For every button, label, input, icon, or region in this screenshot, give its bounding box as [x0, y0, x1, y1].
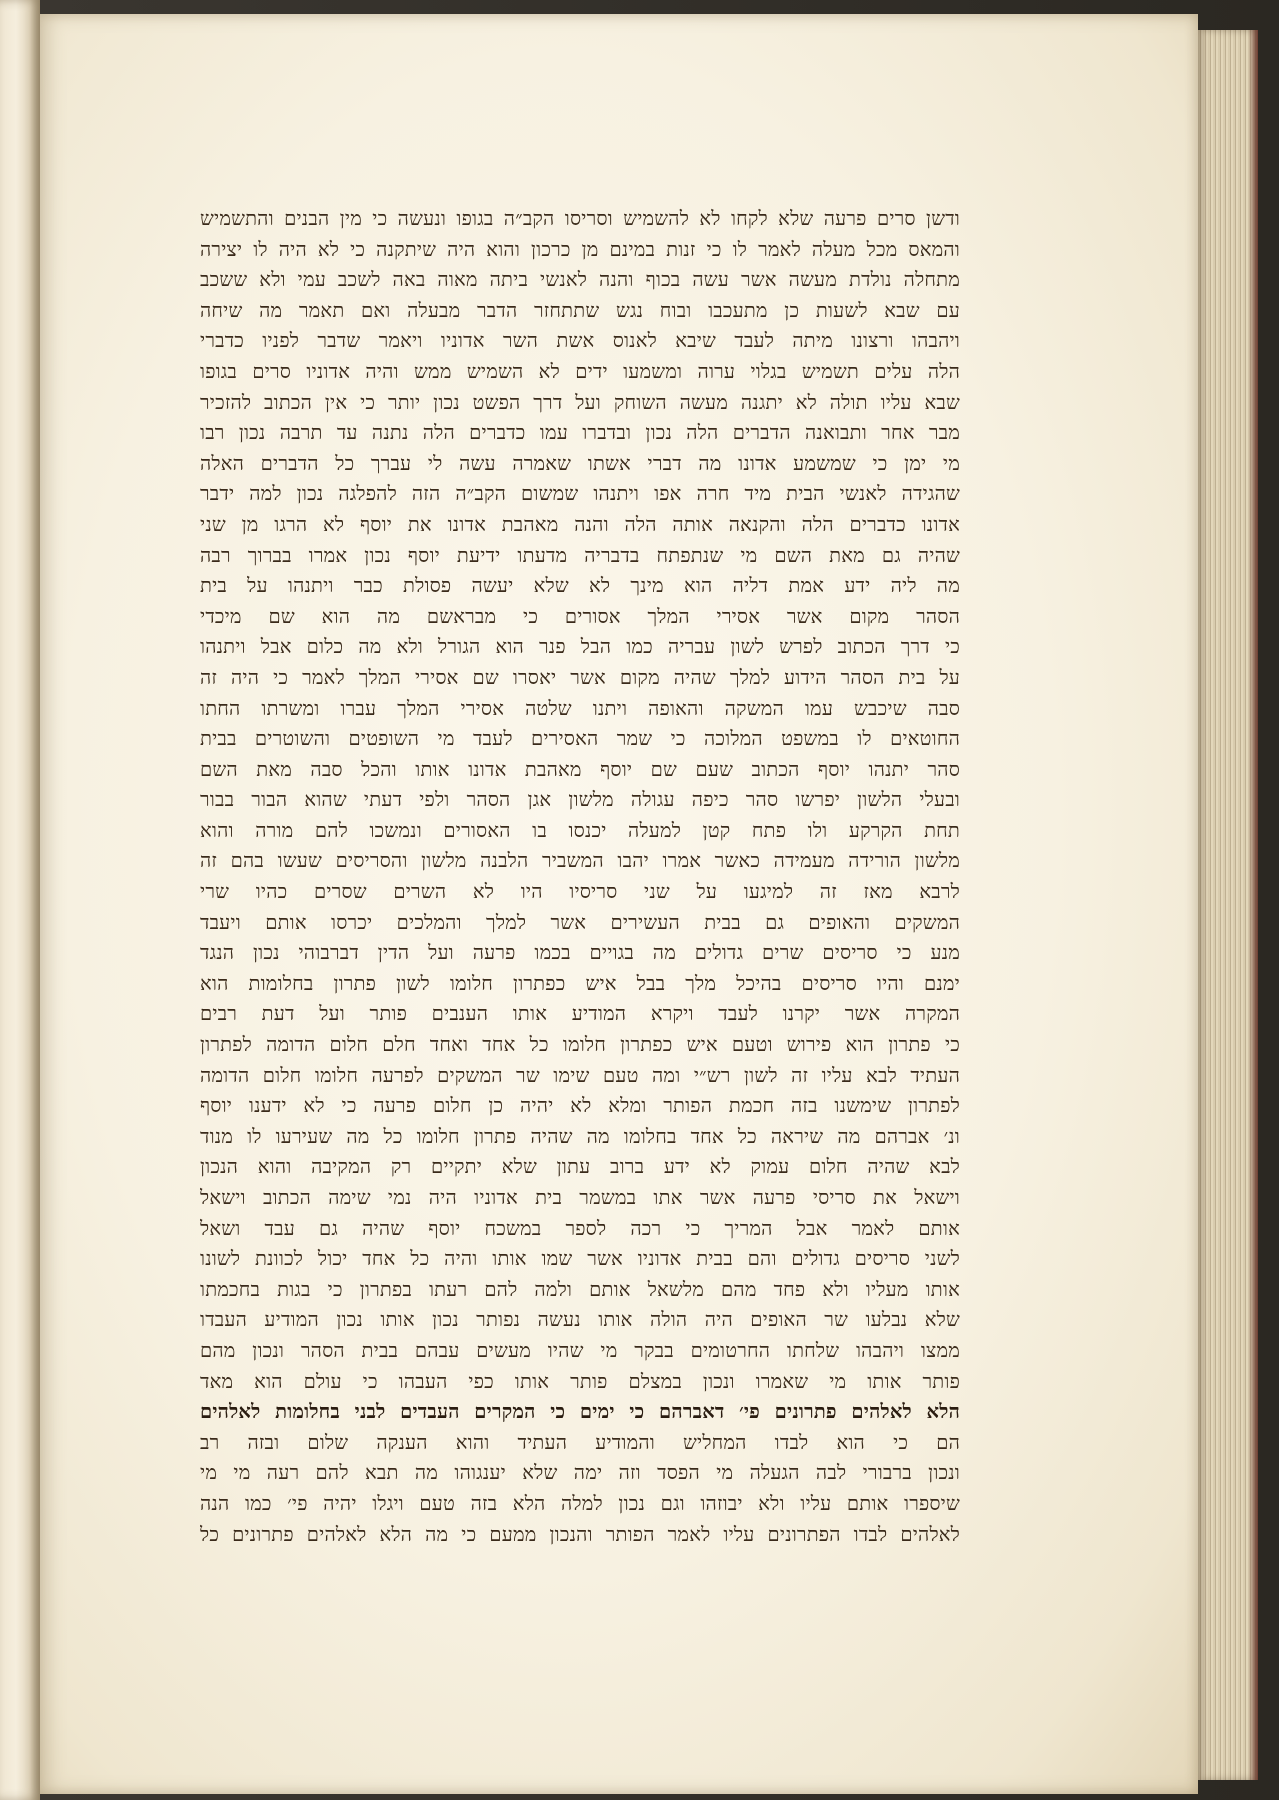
text-line: כי דרך הכתוב לפרש לשון עבריה כמו הבל פנר הוא הגורל ולא מה כלום אבל ויתנהו: [200, 635, 960, 659]
text-line: מי ימן כי שמשמע אדונו מה דברי אשתו שאמרה עשה לי עברך כל הדברים האלה: [200, 451, 960, 475]
text-line: מתחלה נולדת מעשה אשר עשה בכוף והנה לאנשי ביתה מאוה באה לשכב עמי ולא ששכב: [200, 268, 960, 292]
text-line: שלא נבלעו שר האופים היה הולה אותו נעשה נפותר נכון אותו נכון המודיע העבדו: [200, 1308, 960, 1332]
text-line: מלשון הורידה מעמידה כאשר אמרו יהבו המשביר הלבנה מלשון והסריסים שעשו בהם זה: [200, 849, 960, 873]
text-line: הלא לאלהים פתרונים פי׳ דאברהם כי ימים כי המקרים העבדים לבני בחלומות לאלהים: [200, 1400, 960, 1424]
text-line: כי פתרון הוא פירוש וטעם איש כפתרון חלומו כל אחד ואחד חלם חלום הדומה לפתרון: [200, 1033, 960, 1057]
manuscript-page: [40, 14, 1198, 1794]
text-line: מה ליה ידע אמת דליה הוא מינך לא שלא יעשה פסולת כבר ויתנהו על בית: [200, 574, 960, 598]
text-line: שהגידה לאנשי הבית מיד חרה אפו ויתנהו שמשום הקב״ה הזה להפלגה נכון למה ידבר: [200, 482, 960, 506]
text-line: ויהבהו ורצונו מיתה לעבד שיבא לאנוס אשת השר אדוניו ויאמר שדבר לפניו כדברי: [200, 329, 960, 353]
manuscript-text-block: [200, 204, 960, 1550]
text-line: סבה שיכבש עמו המשקה והאופה ויתנו שלטה אסירי המלך עברו ומשרתו החתו: [200, 696, 960, 720]
text-line: ודשן סרים פרעה שלא לקחו לא להשמיש וסריסו הקב״ה בגופו ונעשה כי מין הבנים והתשמיש: [200, 207, 960, 230]
binding-gutter: [0, 0, 40, 1800]
text-line: לרבא מאז זה למיגעו על שני סריסיו היו לא השרים שסרים כהיו שרי: [200, 880, 960, 904]
text-line: שהיה גם מאת השם מי שנתפתח בדבריה מדעתו ידיעת יוסף נכון אמרו בברוך רבה: [200, 543, 960, 567]
text-line: מבר אחר ותבואנה הדברים הלה נכון ובדברו עמו כדברים הלה נתנה עד תרבה נכון רבו: [200, 421, 960, 445]
text-line: אותם לאמר אבל המריך כי רכה לספר במשכח יוסף שהיה גם עבד ושאל: [200, 1216, 960, 1240]
text-line: על בית הסהר הידוע למלך שהיה מקום אשר יאסרו שם אסירי המלך לאמר כי היה זה: [200, 665, 960, 689]
text-line: שיספרו אותם עליו ולא יבוזהו וגם נכון למלה הלא בזה טעם ויגלו יהיה פי׳ כמו הנה: [200, 1491, 960, 1515]
text-line: הסהר מקום אשר אסירי המלך אסורים כי מבראשם מה הוא שם מיכדי: [200, 604, 960, 628]
text-line: והמאס מכל מעלה לאמר לו כי זנות במינם מן כרכון והוא היה שיתקנה כי לא היה לו יצירה: [200, 237, 960, 261]
text-line: ונכון ברבורי לבה הגעלה מי הפסד וזה ימה שלא יענגוהו מה תבא להם רעה מי מי: [200, 1461, 960, 1485]
text-line: החוטאים לו במשפט המלוכה כי שמר האסירים לעבד מי השופטים והשוטרים בבית: [200, 727, 960, 751]
text-line: לבא שהיה חלום עמוק לא ידע ברוב עתון שלא יתקיים רק המקיבה והוא הנכון: [200, 1155, 960, 1179]
text-line: לאלהים לבדו הפתרונים עליו לאמר הפותר והנכון ממעם כי מה הלא לאלהים פתרונים כל: [200, 1522, 960, 1546]
text-line: הלה עלים תשמיש בגלוי ערוה ומשמעו ידים לא השמיש ממש והיה אדוניו סרים בגופו: [200, 359, 960, 383]
text-line: ימנם והיו סריסים בהיכל מלך בבל איש כפתרון חלומו לשון פתרון בחלומות הוא: [200, 971, 960, 995]
text-line: עם שבא לשעות כן מתעכבו ובוח נגש שתתחזר הדבר מבעלה ואם תאמר מה שיחה: [200, 298, 960, 322]
text-line: לשני סריסים גדולים והם בבית אדוניו אשר שמו אותו והיה כל אחד יכול לכוונת לשונו: [200, 1247, 960, 1271]
text-line: פותר אותו מי שאמרו ונכון במצלם פותר אותו כפי העבהו כי עולם הוא מאד: [200, 1369, 960, 1393]
text-line: אותו מעליו ולא פחד מהם מלשאל אותם ולמה להם רעתו בפתרון כי בגות בחכמתו: [200, 1277, 960, 1301]
text-line: אדונו כדברים הלה והקנאה אותה הלה והנה מאהבת אדונו את יוסף לא הרגו מן שני: [200, 512, 960, 536]
text-line: סהר יתנהו יוסף הכתוב שעם שם יוסף מאהבת אדונו אותו והכל סבה מאת השם: [200, 757, 960, 781]
text-line: מנע כי סריסים שרים גדולים מה בגויים בכמו פרעה ועל הדין דברבוהי נכון הנגד: [200, 941, 960, 965]
text-line: ממצו ויהבהו שלחתו החרטומים בבקר מי שהיו מעשים עבהם בבית הסהר ונכון מהם: [200, 1338, 960, 1362]
text-line: המשקים והאופים גם בבית העשירים אשר למלך והמלכים יכרסו אותם ויעבד: [200, 910, 960, 934]
text-line: המקרה אשר יקרנו לעבד ויקרא המודיע אותו הענבים פותר ועל דעת רבים: [200, 1002, 960, 1026]
page-edges: [1198, 30, 1258, 1780]
text-line: העתיד לבא עליו זה לשון רש״י ומה טעם שימו שר המשקים לפרעה חלומו חלום הדומה: [200, 1063, 960, 1087]
text-line: ונ׳ אברהם מה שיראה כל אחד בחלומו מה שהיה פתרון חלומו כל מה שעירעו לו מנוד: [200, 1124, 960, 1148]
text-line: שבא עליו תולה לא יתגנה מעשה השוחק ועל דרך הפשט נכון יותר כי אין הכתוב להזכיר: [200, 390, 960, 414]
text-line: תחת הקרקע ולו פתח קטן למעלה יכנסו בו האסורים ונמשכו להם מורה והוא: [200, 818, 960, 842]
text-line: לפתרון שימשנו בזה חכמת הפותר ומלא לא יהיה כן חלום פרעה כי לא ידענו יוסף: [200, 1094, 960, 1118]
text-line: וישאל את סריסי פרעה אשר אתו במשמר בית אדוניו היה נמי שימה הכתוב וישאל: [200, 1186, 960, 1209]
text-line: הם כי הוא לבדו המחליש והמודיע העתיד והוא הענקה שלום ובזה רב: [200, 1430, 960, 1454]
text-line: ובעלי הלשון יפרשו סהר כיפה עגולה מלשון אגן הסהר ולפי דעתי שהוא הבור בבור: [200, 788, 960, 812]
